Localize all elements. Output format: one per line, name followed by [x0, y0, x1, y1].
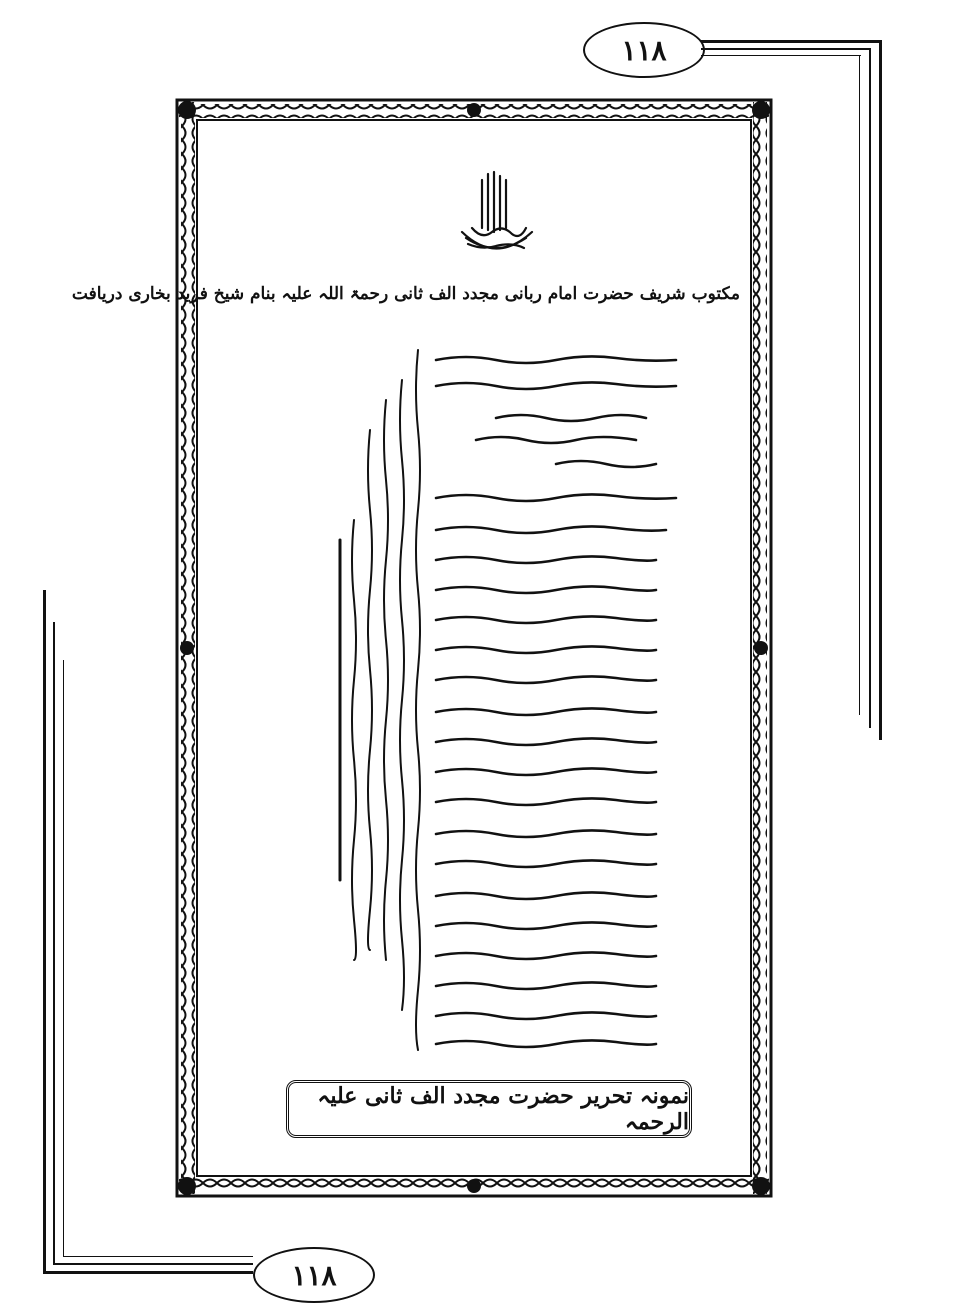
page-number-bottom-text: ۱۱۸	[291, 1258, 337, 1292]
bismillah-calligraphy-icon	[452, 170, 540, 260]
page-number-top	[583, 22, 705, 78]
manuscript-letter-image	[336, 340, 752, 1060]
letter-heading: مکتوب شریف حضرت امام ربانی مجدد الف ثانی رحمۃ اللہ علیہ بنام شیخ فرید بخاری دریافت	[71, 284, 740, 304]
page-number-bottom	[253, 1247, 375, 1303]
page-number-top-text: ۱۱۸	[621, 33, 667, 67]
caption-box	[286, 1080, 692, 1138]
caption-text: نمونہ تحریر حضرت مجدد الف ثانی علیہ الرحمہ	[317, 1083, 689, 1135]
